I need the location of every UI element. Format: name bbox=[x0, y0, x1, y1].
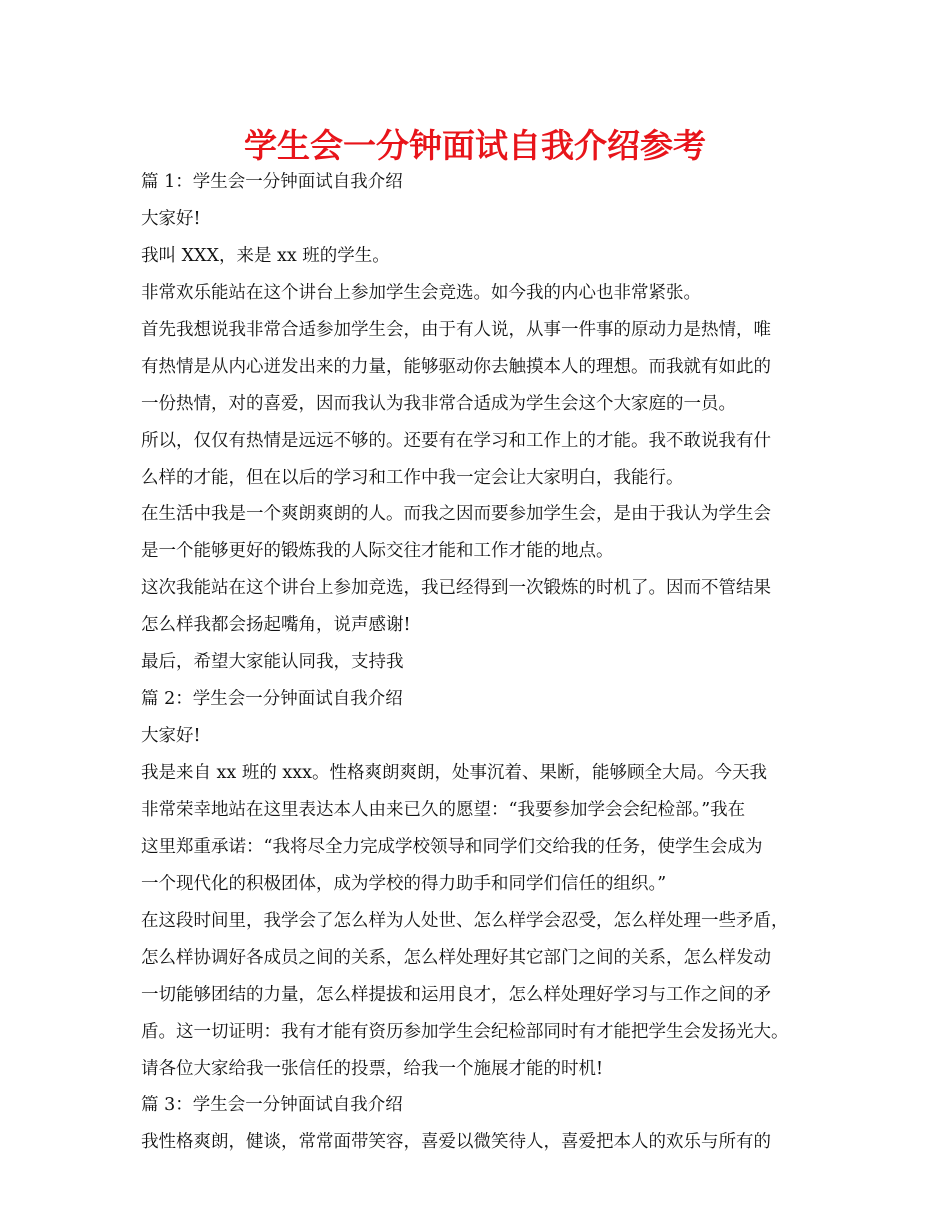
body-line: 有热情是从内心迸发出来的力量，能够驱动你去触摸本人的理想。而我就有如此的 bbox=[141, 356, 771, 377]
body-line: 大家好! bbox=[141, 208, 201, 229]
body-line: 篇 3：学生会一分钟面试自我介绍 bbox=[141, 1095, 403, 1116]
body-line: 是一个能够更好的锻炼我的人际交往才能和工作才能的地点。 bbox=[141, 541, 614, 562]
body-line: 我叫 XXX，来是 xx 班的学生。 bbox=[141, 245, 390, 266]
body-line: 篇 2：学生会一分钟面试自我介绍 bbox=[141, 689, 403, 710]
body-line: 一个现代化的积极团体，成为学校的得力助手和同学们信任的组织。” bbox=[141, 873, 667, 894]
body-line: 这次我能站在这个讲台上参加竞选，我已经得到一次锻炼的时机了。因而不管结果 bbox=[141, 578, 771, 599]
body-line: 大家好! bbox=[141, 726, 201, 747]
body-line: 最后，希望大家能认同我，支持我 bbox=[141, 652, 404, 673]
body-line: 盾。这一切证明：我有才能有资历参加学生会纪检部同时有才能把学生会发扬光大。 bbox=[141, 1021, 789, 1042]
body-line: 在生活中我是一个爽朗爽朗的人。而我之因而要参加学生会，是由于我认为学生会 bbox=[141, 504, 771, 525]
body-line: 这里郑重承诺：“我将尽全力完成学校领导和同学们交给我的任务，使学生会成为 bbox=[141, 836, 763, 857]
body-line: 么样的才能，但在以后的学习和工作中我一定会让大家明白，我能行。 bbox=[141, 467, 684, 488]
body-line: 一份热情，对的喜爱，因而我认为我非常合适成为学生会这个大家庭的一员。 bbox=[141, 393, 736, 414]
body-line: 请各位大家给我一张信任的投票，给我一个施展才能的时机! bbox=[141, 1058, 604, 1079]
body-line: 所以，仅仅有热情是远远不够的。还要有在学习和工作上的才能。我不敢说我有什 bbox=[141, 430, 771, 451]
body-line: 我是来自 xx 班的 xxx。性格爽朗爽朗，处事沉着、果断，能够顾全大局。今天我 bbox=[141, 763, 768, 783]
document-body bbox=[141, 164, 821, 1161]
body-line: 在这段时间里，我学会了怎么样为人处世、怎么样学会忍受，怎么样处理一些矛盾， bbox=[141, 910, 789, 931]
body-line: 首先我想说我非常合适参加学生会，由于有人说，从事一件事的原动力是热情，唯 bbox=[141, 319, 771, 340]
body-line: 一切能够团结的力量，怎么样提拔和运用良才，怎么样处理好学习与工作之间的矛 bbox=[141, 984, 771, 1005]
body-line: 怎么样我都会扬起嘴角，说声感谢! bbox=[141, 615, 411, 636]
body-line: 我性格爽朗，健谈，常常面带笑容，喜爱以微笑待人，喜爱把本人的欢乐与所有的 bbox=[141, 1132, 771, 1153]
body-line: 非常欢乐能站在这个讲台上参加学生会竞选。如今我的内心也非常紧张。 bbox=[141, 282, 701, 303]
document-title: 学生会一分钟面试自我介绍参考 bbox=[244, 126, 706, 165]
body-line: 篇 1：学生会一分钟面试自我介绍 bbox=[141, 172, 403, 192]
body-line: 怎么样协调好各成员之间的关系，怎么样处理好其它部门之间的关系，怎么样发动 bbox=[141, 947, 771, 968]
body-line: 非常荣幸地站在这里表达本人由来已久的愿望：“我要参加学会会纪检部。”我在 bbox=[141, 799, 746, 820]
